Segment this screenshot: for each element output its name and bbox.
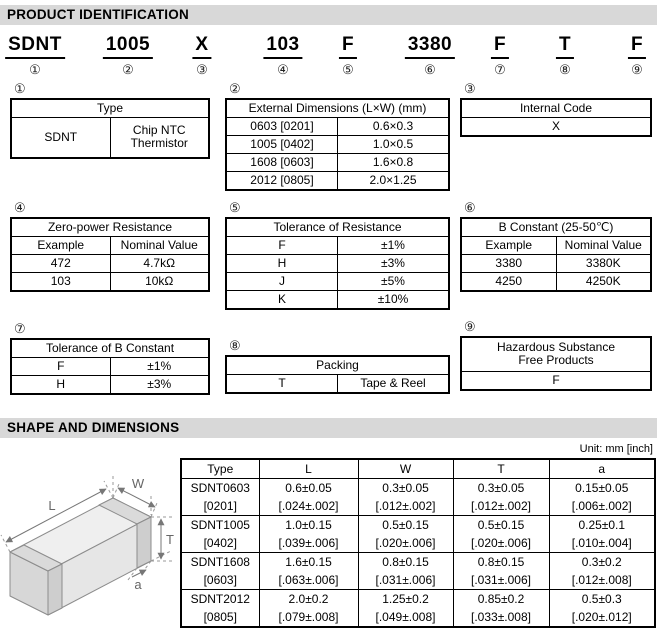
- table-title: Packing: [226, 356, 449, 375]
- legend-block-b-constant: [460, 200, 652, 292]
- table-row: [226, 218, 449, 237]
- value-cell: F: [461, 371, 651, 390]
- table-row: [11, 358, 209, 376]
- circled-index: ⑦: [14, 321, 26, 336]
- part-number-segment: [192, 34, 211, 78]
- part-code: 3380: [405, 34, 455, 59]
- shape-and-dimensions-header: SHAPE AND DIMENSIONS: [0, 418, 657, 438]
- dimensions-table: [180, 458, 656, 628]
- internal-code-table: [460, 98, 652, 137]
- part-code: T: [556, 34, 574, 59]
- unit-note: Unit: mm [inch]: [579, 443, 653, 455]
- part-code: SDNT: [5, 34, 65, 59]
- part-number-segment: [556, 34, 574, 78]
- value-cell: X: [461, 118, 651, 137]
- table-title: External Dimensions (L×W) (mm): [226, 99, 449, 118]
- code-cell: 1005 [0402]: [226, 136, 338, 154]
- code-cell: 0603 [0201]: [226, 118, 338, 136]
- table-title: [461, 337, 651, 371]
- code-cell: F: [11, 358, 110, 376]
- l-cell: 1.0±0.15 [.039±.006]: [259, 516, 358, 553]
- code-cell: J: [226, 273, 338, 291]
- value-cell: 4.7kΩ: [110, 255, 209, 273]
- a-cell: 0.5±0.3 [.020±.012]: [549, 590, 655, 628]
- part-number-segment: [628, 34, 646, 78]
- diagram-label-width: W: [131, 476, 145, 491]
- circled-index: ⑧: [559, 62, 571, 77]
- code-cell: SDNT: [11, 118, 110, 158]
- part-number-segment: [263, 34, 302, 78]
- legend-block-zero-power-resistance: [10, 200, 210, 292]
- table-row: [181, 553, 655, 590]
- w-cell: 0.5±0.15 [.020±.006]: [358, 516, 453, 553]
- table-row: [461, 371, 651, 390]
- zero-power-resistance-table: [10, 217, 210, 292]
- code-cell: 103: [11, 273, 110, 292]
- table-title: Type: [11, 99, 209, 118]
- part-code: F: [491, 34, 509, 59]
- code-cell: H: [226, 255, 338, 273]
- code-cell: 472: [11, 255, 110, 273]
- legend-block-tolerance-of-b-constant: [10, 321, 210, 395]
- diagram-label-length: L: [48, 498, 56, 513]
- part-code: 1005: [103, 34, 153, 59]
- value-cell: 1.6×0.8: [338, 154, 450, 172]
- table-row: [226, 375, 449, 394]
- table-row: [226, 99, 449, 118]
- part-number-segment: [339, 34, 357, 78]
- column-header: Example: [11, 237, 110, 255]
- t-cell: 0.3±0.05 [.012±.002]: [453, 479, 549, 516]
- circled-index: ①: [14, 81, 26, 96]
- value-cell: ±5%: [338, 273, 450, 291]
- part-code: 103: [263, 34, 302, 59]
- table-row: [11, 218, 209, 237]
- w-cell: 1.25±0.2 [.049±.008]: [358, 590, 453, 628]
- table-row: [461, 118, 651, 137]
- t-cell: 0.5±0.15 [.020±.006]: [453, 516, 549, 553]
- hazardous-substance-table: [460, 336, 652, 391]
- value-cell: Chip NTC Thermistor: [110, 118, 209, 158]
- value-cell: 2.0×1.25: [338, 172, 450, 191]
- code-cell: T: [226, 375, 338, 394]
- circled-index: ③: [464, 81, 476, 96]
- code-cell: 1608 [0603]: [226, 154, 338, 172]
- circled-index: ④: [14, 200, 26, 215]
- code-cell: 2012 [0805]: [226, 172, 338, 191]
- value-cell: ±1%: [110, 358, 209, 376]
- value-cell: 4250K: [556, 273, 651, 292]
- circled-index: ⑤: [342, 62, 354, 77]
- value-cell: 1.0×0.5: [338, 136, 450, 154]
- table-row: [226, 255, 449, 273]
- code-cell: 4250: [461, 273, 556, 292]
- t-cell: 0.85±0.2 [.033±.008]: [453, 590, 549, 628]
- table-row: [461, 337, 651, 371]
- table-row: [461, 99, 651, 118]
- table-header-row: [181, 459, 655, 479]
- column-header-t: T: [453, 459, 549, 479]
- part-number-segment: [491, 34, 509, 78]
- table-row: [226, 118, 449, 136]
- chip-dimension-diagram: [0, 460, 178, 632]
- tolerance-of-resistance-table: [225, 217, 450, 310]
- chip-terminal-left-front: [48, 564, 62, 615]
- value-cell: 3380K: [556, 255, 651, 273]
- column-header-l: L: [259, 459, 358, 479]
- value-cell: ±10%: [338, 291, 450, 310]
- table-title-line2: Free Products: [518, 353, 594, 368]
- legend-block-packing: [225, 338, 450, 394]
- circled-index: ⑥: [424, 62, 436, 77]
- legend-block-hazardous-substance: [460, 319, 652, 391]
- circled-index: ②: [122, 62, 134, 77]
- table-row: [461, 255, 651, 273]
- column-header-type: Type: [181, 459, 259, 479]
- chip-terminal-right-front: [137, 517, 151, 568]
- tolerance-of-b-constant-table: [10, 338, 210, 395]
- value-cell: 0.6×0.3: [338, 118, 450, 136]
- part-code: F: [628, 34, 646, 59]
- packing-table: [225, 355, 450, 394]
- type-cell: SDNT1005 [0402]: [181, 516, 259, 553]
- table-title: Internal Code: [461, 99, 651, 118]
- code-cell: F: [226, 237, 338, 255]
- table-row: [226, 237, 449, 255]
- legend-block-tolerance-of-resistance: [225, 200, 450, 310]
- table-row: [226, 356, 449, 375]
- code-cell: H: [11, 376, 110, 395]
- circled-index: ①: [29, 62, 41, 77]
- column-header: Nominal Value: [110, 237, 209, 255]
- type-cell: SDNT2012 [0805]: [181, 590, 259, 628]
- legend-block-type: [10, 81, 210, 159]
- legend-block-external-dimensions: [225, 81, 450, 191]
- table-row: [226, 154, 449, 172]
- column-header: Example: [461, 237, 556, 255]
- a-cell: 0.15±0.05 [.006±.002]: [549, 479, 655, 516]
- part-code: F: [339, 34, 357, 59]
- part-number-breakdown: [0, 34, 657, 80]
- table-title: B Constant (25-50℃): [461, 218, 651, 237]
- table-row: [226, 172, 449, 191]
- column-header-w: W: [358, 459, 453, 479]
- circled-index: ⑦: [494, 62, 506, 77]
- value-cell: 10kΩ: [110, 273, 209, 292]
- circled-index: ⑤: [229, 200, 241, 215]
- table-row: [11, 339, 209, 358]
- table-row: [226, 136, 449, 154]
- table-row: [461, 237, 651, 255]
- diagram-label-thickness: T: [166, 532, 174, 547]
- table-row: [181, 516, 655, 553]
- table-row: [181, 590, 655, 628]
- a-cell: 0.3±0.2 [.012±.008]: [549, 553, 655, 590]
- part-number-segment: [405, 34, 455, 78]
- l-cell: 1.6±0.15 [.063±.006]: [259, 553, 358, 590]
- external-dimensions-table: [225, 98, 450, 191]
- part-number-segment: [103, 34, 153, 78]
- type-cell: SDNT0603 [0201]: [181, 479, 259, 516]
- table-row: [181, 479, 655, 516]
- l-cell: 2.0±0.2 [.079±.008]: [259, 590, 358, 628]
- legend-block-internal-code: [460, 81, 652, 137]
- circled-index: ③: [196, 62, 208, 77]
- circled-index: ⑨: [464, 319, 476, 334]
- w-cell: 0.8±0.15 [.031±.006]: [358, 553, 453, 590]
- table-row: [11, 376, 209, 395]
- table-title-line1: Hazardous Substance: [496, 340, 616, 355]
- value-cell: ±1%: [338, 237, 450, 255]
- table-row: [11, 273, 209, 292]
- table-row: [11, 255, 209, 273]
- value-cell: Tape & Reel: [338, 375, 450, 394]
- diagram-label-terminal: a: [134, 577, 142, 592]
- type-cell: SDNT1608 [0603]: [181, 553, 259, 590]
- table-title: Zero-power Resistance: [11, 218, 209, 237]
- table-row: [11, 237, 209, 255]
- part-number-segment: [5, 34, 65, 78]
- t-cell: 0.8±0.15 [.031±.006]: [453, 553, 549, 590]
- circled-index: ⑥: [464, 200, 476, 215]
- l-cell: 0.6±0.05 [.024±.002]: [259, 479, 358, 516]
- part-code: X: [192, 34, 211, 59]
- table-row: [226, 273, 449, 291]
- code-cell: 3380: [461, 255, 556, 273]
- table-row: [226, 291, 449, 310]
- table-title: Tolerance of B Constant: [11, 339, 209, 358]
- circled-index: ⑨: [631, 62, 643, 77]
- chip-body: [10, 498, 151, 615]
- table-row: [461, 273, 651, 292]
- table-row: [11, 118, 209, 158]
- w-cell: 0.3±0.05 [.012±.002]: [358, 479, 453, 516]
- circled-index: ②: [229, 81, 241, 96]
- table-row: [11, 99, 209, 118]
- value-cell: ±3%: [110, 376, 209, 395]
- type-table: [10, 98, 210, 159]
- circled-index: ④: [277, 62, 289, 77]
- code-cell: K: [226, 291, 338, 310]
- table-title: Tolerance of Resistance: [226, 218, 449, 237]
- column-header: Nominal Value: [556, 237, 651, 255]
- column-header-a: a: [549, 459, 655, 479]
- table-row: [461, 218, 651, 237]
- value-cell: ±3%: [338, 255, 450, 273]
- b-constant-table: [460, 217, 652, 292]
- product-identification-header: PRODUCT IDENTIFICATION: [0, 5, 657, 25]
- circled-index: ⑧: [229, 338, 241, 353]
- a-cell: 0.25±0.1 [.010±.004]: [549, 516, 655, 553]
